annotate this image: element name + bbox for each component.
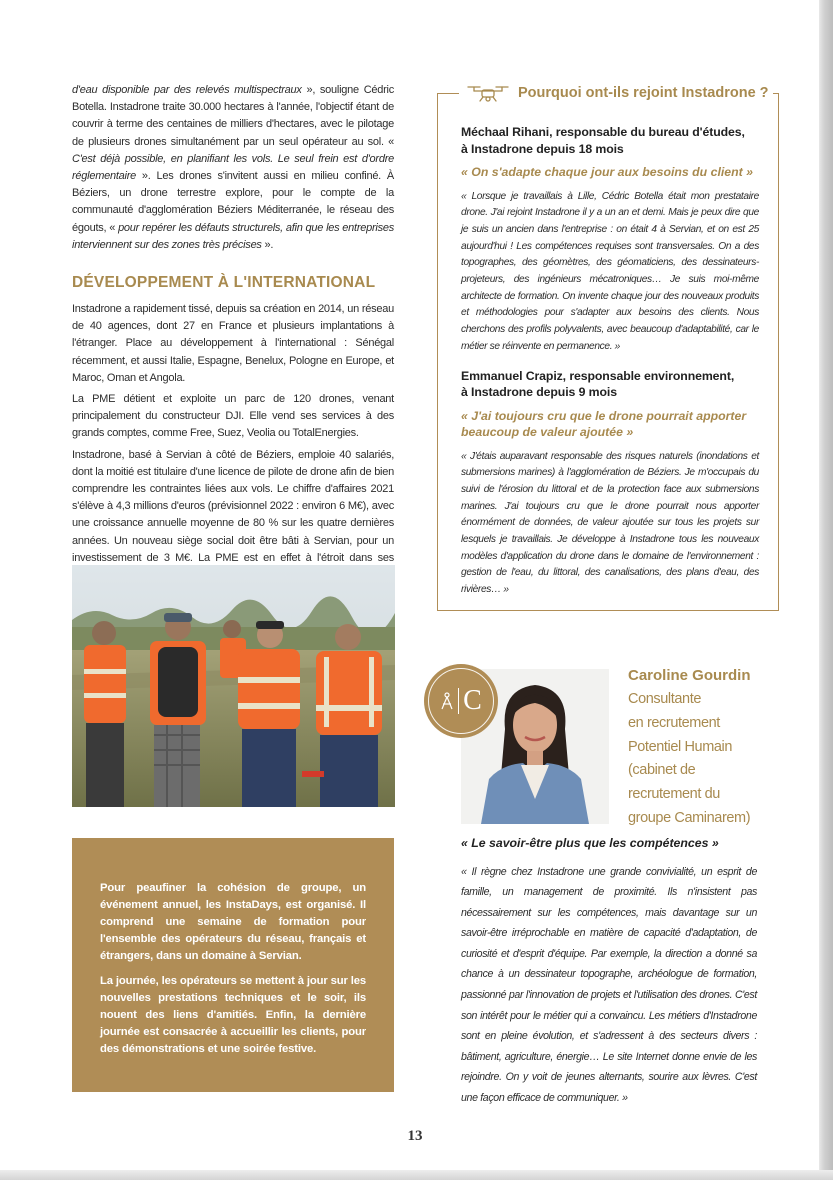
medallion-letter: C <box>463 685 482 716</box>
team-photo-illustration <box>72 565 395 807</box>
consultant-medallion <box>424 664 498 738</box>
sidebar-title-text: Pourquoi ont-ils rejoint Instadrone ? <box>518 85 769 101</box>
consultant-quote <box>461 835 757 1121</box>
testimonials-content <box>461 124 759 611</box>
testimonial-headline: « On s'adapte chaque jour aux besoins du client » <box>461 165 753 179</box>
testimonial-tenure: à Instadrone depuis 18 mois <box>461 141 624 156</box>
frame-top-border-left <box>437 93 459 94</box>
consultant-role-line: recrutement du <box>628 786 720 803</box>
testimonial-body: « J'étais auparavant responsable des risques naturels (inondations et submersions marines) à l'agglomération de Béziers. Je m'occupais du suivi de l'érosion du littoral et de la protection face aux submersions marines. J'ai toujours cru que le drone pourrait nous apporter énormément de données, de valeur ajoutée sur tous les projets sur lesquels je travaillais. Je développe à Instadrone tous les nouveaux modèles d'application du drone dans le domaine de l'environnement : gestion de l'eau, du littoral, des canalisations, des plans d'eau, des rivières… » <box>461 450 759 596</box>
instadays-paragraph: Pour peaufiner la cohésion de groupe, un événement annuel, les InstaDays, est organisé. Il comprend une semaine de formation pour l'ensemble des opérateurs du réseau, français et étrangers, dans un domaine à Servian. <box>100 882 366 962</box>
intro-paragraph <box>72 82 394 254</box>
testimonial-tenure: à Instadrone depuis 9 mois <box>461 385 617 400</box>
body-paragraph: Instadrone a rapidement tissé, depuis sa création en 2014, un réseau de 40 agences, dont 27 en France et plusieurs implantations à l'étranger. Place au développement à l'international : Sénégal récemment, et aussi Italie, Espagne, Benelux, Pologne en Europe, et Maroc, Oman et Angola. <box>72 303 394 384</box>
page-edge-shadow <box>819 0 833 1180</box>
intro-italic-3: C'est déjà possible, en planifiant les vols. Le seul frein est d'ordre réglementaire <box>72 152 394 183</box>
body-paragraph: La PME détient et exploite un parc de 120 drones, venant principalement du constructeur DJI. Elle vend ses services à des grands comptes, comme Free, Suez, Veolia ou TotalEnergies. <box>72 393 394 440</box>
instadays-box <box>72 838 394 1092</box>
consultant-name: Caroline Gourdin <box>628 667 751 684</box>
testimonial-name: Emmanuel Crapiz, responsable environnement, <box>461 368 735 383</box>
page-number: 13 <box>407 1128 423 1144</box>
instadays-paragraph: La journée, les opérateurs se mettent à jour sur les nouvelles prestations techniques et le soir, ils nouent des liens d'amitiés. Enfin, la dernière journée est consacrée à accueillir les clients, pour des démonstrations et une soirée festive. <box>100 975 366 1055</box>
testimonial-body: « Lorsque je travaillais à Lille, Cédric Botella était mon prestataire drone. J'ai rejoint Instadrone il y a un an et demi. Mais je peux dire que je suis un ancien dans l'entreprise : on était 4 à Servian, et on est 25 aujourd'hui ! Les compétences requises sont transversales. On a des topographes, des géomètres, des géomaticiens, des dessinateurs-projeteurs, des ingénieurs mécatroniques… Je suis moi-même architecte de formation. On invente chaque jour des nouveaux produits et méthodologies pour s'adapter aux besoins des clients. Nous cherchons des profils polyvalents, avec beaucoup d'adaptabilité, car le métier se réinvente en permanence. » <box>461 190 759 352</box>
consultant-role-line: groupe Caminarem) <box>628 809 751 826</box>
left-column <box>72 82 394 588</box>
compass-icon <box>440 691 454 711</box>
consultant-role-line: Consultante <box>628 691 701 707</box>
testimonial-headline: « J'ai toujours cru que le drone pourrait apporter beaucoup de valeur ajoutée » <box>461 408 747 440</box>
consultant-role-line: Potentiel Humain <box>628 738 733 755</box>
drone-icon <box>466 84 510 102</box>
sidebar-title <box>462 82 773 104</box>
consultant-info <box>628 666 788 831</box>
medallion-ring <box>428 668 494 734</box>
team-photo <box>72 565 395 807</box>
testimonial-name: Méchaal Rihani, responsable du bureau d'études, <box>461 125 745 139</box>
intro-text-6: ». <box>261 238 274 251</box>
consultant-role-line: en recrutement <box>628 714 720 731</box>
intro-text-2: », souligne Cédric Botella. Instadrone traite 30.000 hectares à l'année, l'objectif étant de couvrir à terme des centaines de milliers d'hectares, avec le pilotage de plusieurs drones simultanément par un seul opérateur au sol. « <box>72 84 394 148</box>
intro-text-4: ». Les drones s'invitent aussi en milieu confiné. À Béziers, un drone terrestre explore, pour le compte de la communauté d'agglomération Béziers Méditerranée, le réseau des égouts, « <box>72 170 394 234</box>
consultant-quote-body: « Il règne chez Instadrone une grande convivialité, un esprit de famille, un management de proximité. Ils n'insistent pas nécessairement sur les compétences, mais davantage sur un savoir-être irréprochable en matière de capacité d'adaptation, de curiosité et d'esprit d'équipe. Par exemple, la direction a donné sa chance à un dessinateur topographe, archéologue de formation, passionné par l'innovation de projets et l'utilisation des drones. C'est son intérêt pour le métier qui a convaincu. Les métiers d'Instadrone sont en pleine évolution, et s'adressent à des secteurs divers : bâtiment, agriculture, énergie… Le site Internet donne envie de les rejoindre. On y voit de jeunes alternants, sourire aux lèvres. C'est une façon efficace de communiquer. » <box>461 865 757 1105</box>
intro-italic-5: pour repérer les défauts structurels, afin que les entreprises interviennent sur des zones très précises <box>72 221 394 251</box>
consultant-role-line: (cabinet de <box>628 762 696 779</box>
medallion-divider <box>458 688 459 714</box>
body-paragraph: Instadrone, basé à Servian à côté de Béziers, emploie 40 salariés, dont la moitié est titulaire d'une licence de pilote de drone afin de bien comprendre les contraintes liées aux vols. Le chiffre d'affaires 2021 s'élève à 4,3 millions d'euros (prévisionnel 2022 : environ 6 M€), avec une croissance annuelle moyenne de 80 % sur les quatre dernières années. Un nouveau siège social doit être bâti à Servian, pour un investissement de 3 M€. La PME est en effet à l'étroit dans ses <box>72 448 394 564</box>
section-heading: DÉVELOPPEMENT À L'INTERNATIONAL <box>72 274 376 292</box>
consultant-quote-headline: « Le savoir-être plus que les compétences » <box>461 836 719 850</box>
intro-italic-1: d'eau disponible par des relevés multispectraux <box>72 84 302 96</box>
page-bottom-shadow <box>0 1170 833 1180</box>
